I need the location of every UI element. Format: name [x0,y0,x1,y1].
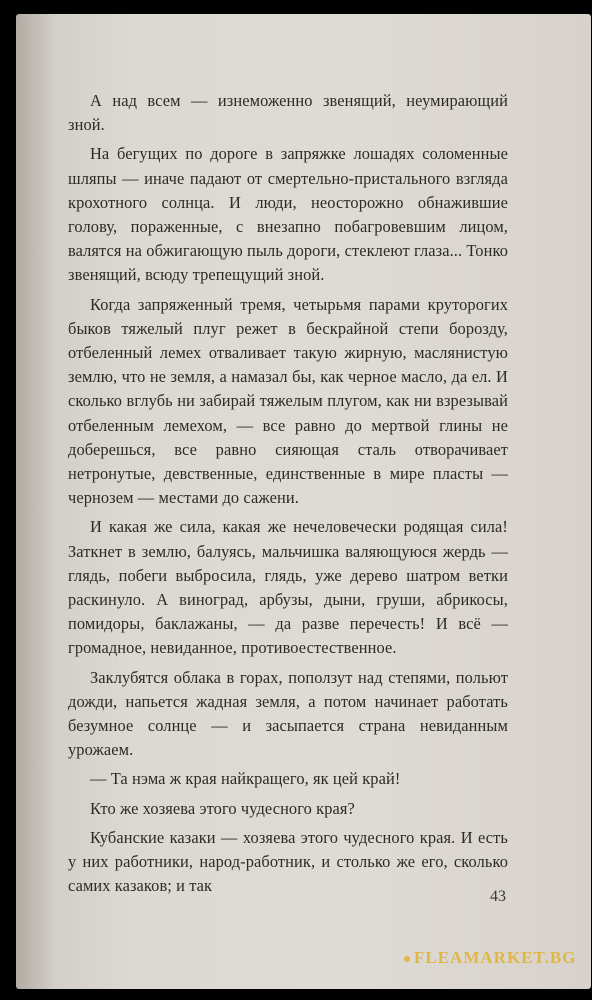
watermark-dot-icon [404,956,410,962]
paragraph: И какая же сила, какая же нечеловечески родящая сила! Заткнет в землю, балуясь, мальчишка валяющуюся жердь — глядь, побеги выбросила, глядь, уже дерево шатром ветки раскинуло. А виноград, арбузы, дыни, груши, абрикосы, помидоры, баклажаны, — да разве перечесть! И всё — громадное, невиданное, противоестественное. [68,517,508,658]
paragraph: Кто же хозяева этого чудесного края? [90,798,355,818]
photo-background [8,8,576,988]
page-text [68,89,508,904]
book-page [16,14,591,989]
paragraph: На бегущих по дороге в запряжке лошадях соломенные шляпы — иначе падают от смертельно-пристального взгляда крохотного солнца. И люди, неосторожно обнажившие голову, пораженные, с внезапно побагровевшим лицом, валятся на обжигающую пыль дороги, стеклеют глаза... Тонко звенящий, всюду трепещущий зной. [68,144,508,285]
paragraph: Заклубятся облака в горах, поползут над степями, польют дожди, напьется жадная земля, а потом начинает работать безумное солнце — и засыпается страна невиданным урожаем. [68,667,508,760]
watermark-text: FLEAMARKET.BG [414,948,577,967]
paragraph: — Та нэма ж края найкращего, як цей край! [90,769,401,789]
paragraph: А над всем — изнеможенно звенящий, неумирающий зной. [68,91,508,135]
page-number: 43 [490,888,506,905]
paragraph: Кубанские казаки — хозяева этого чудесного края. И есть у них работники, народ-работник, и столько же его, сколько самих казаков; и так [68,827,508,896]
watermark-logo [404,948,576,968]
paragraph: Когда запряженный тремя, четырьмя парами круторогих быков тяжелый плуг режет в бескрайной степи борозду, отбеленный лемех отваливает такую жирную, маслянистую землю, что не земля, а намазал бы, как черное масло, да ел. И сколько вглубь ни забирай тяжелым плугом, как ни взрезывай отбеленным лемехом, — все равно до мертвой глины не доберешься, все равно сияющая сталь отворачивает нетронутые, девственные, единственные в мире пласты — чернозем — местами до сажени. [68,294,508,508]
